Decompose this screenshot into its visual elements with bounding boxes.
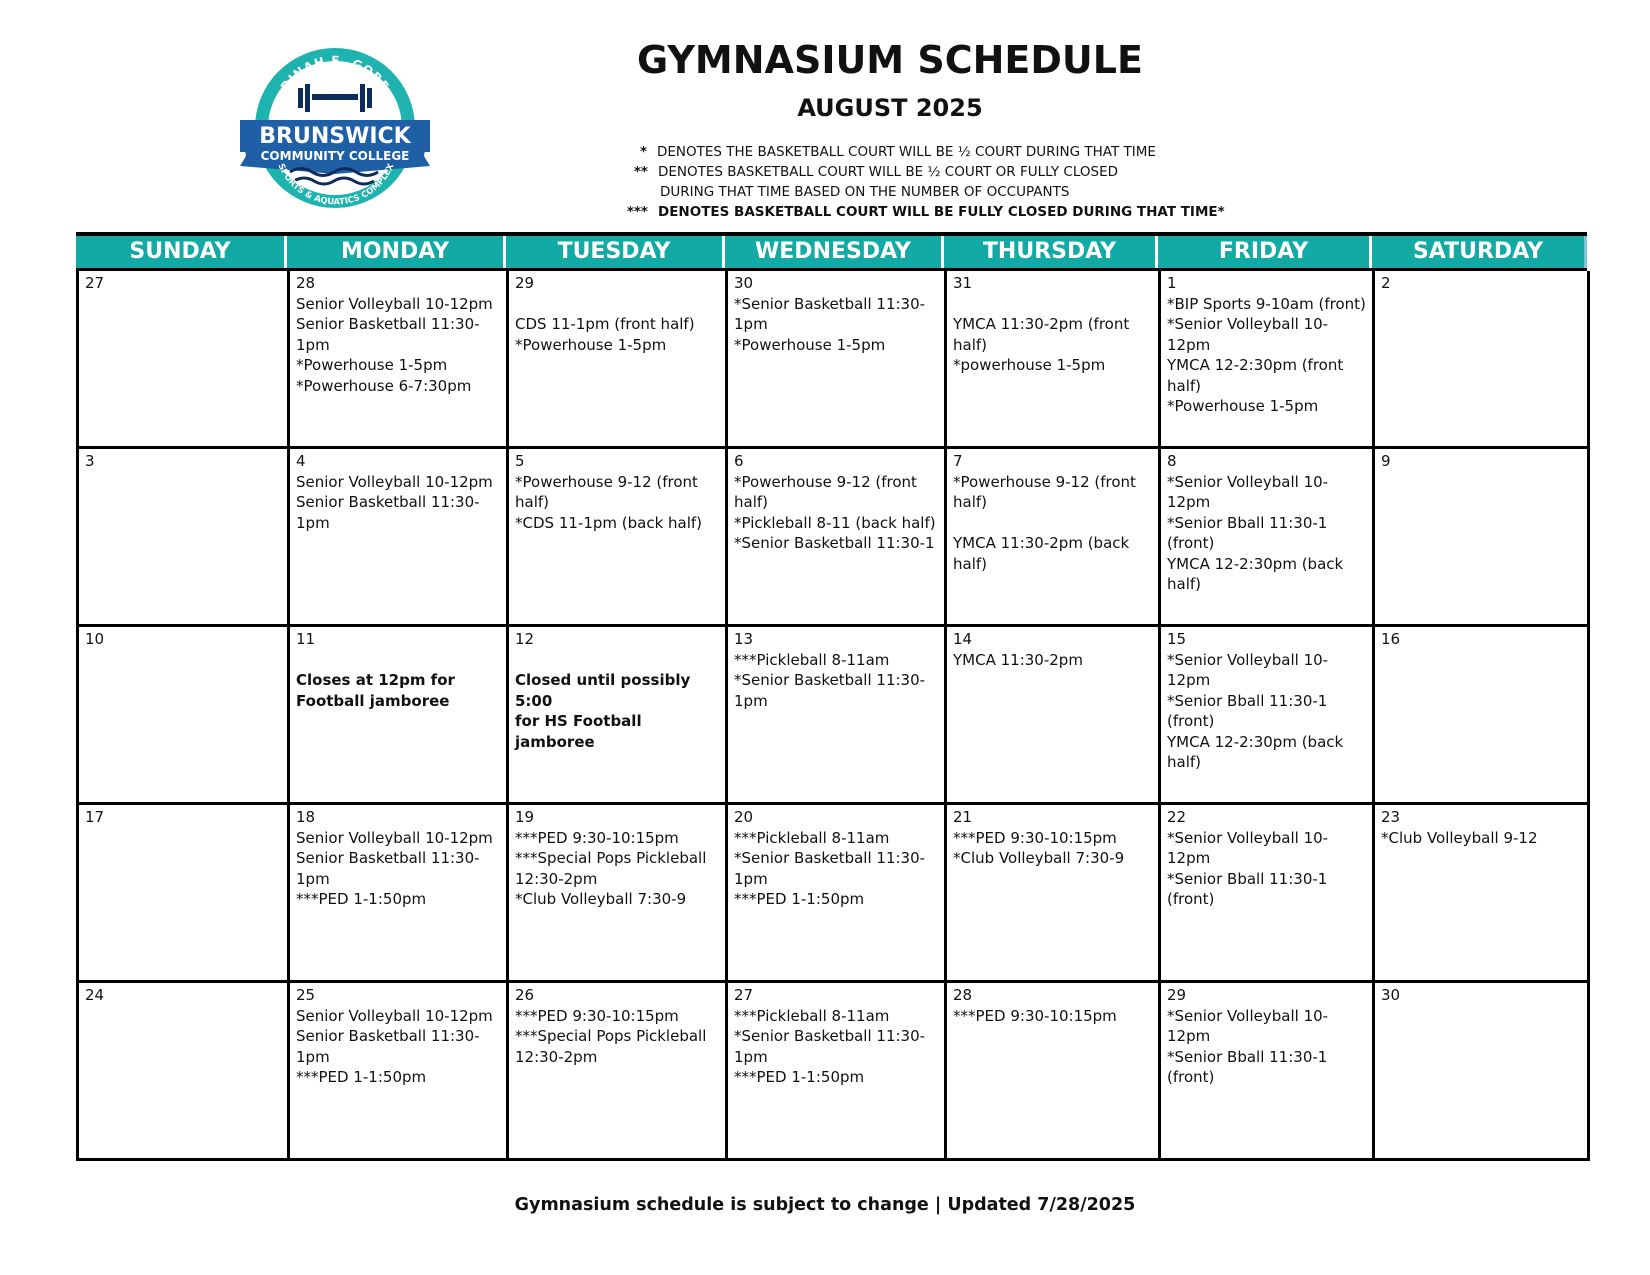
calendar-cell (1375, 627, 1590, 805)
event-line: CDS 11-1pm (front half) (515, 315, 695, 333)
event-line: ***PED 9:30-10:15pm (515, 1006, 679, 1025)
event-line: *BIP Sports 9-10am (front) (1167, 294, 1366, 313)
event-line: *Powerhouse 1-5pm (734, 335, 886, 354)
calendar-cell (79, 983, 290, 1161)
calendar-cell (509, 805, 728, 983)
day-number: 22 (1167, 808, 1187, 826)
event-line: *Club Volleyball 7:30-9 (953, 849, 1125, 867)
day-number: 30 (734, 274, 754, 292)
event-line: Senior Volleyball 10-12pm (296, 1006, 493, 1025)
event-line (953, 513, 1152, 534)
day-number: 21 (953, 808, 973, 826)
event-line: ***PED 9:30-10:15pm (515, 828, 679, 847)
event-line: 12:30-2pm (515, 1047, 598, 1066)
calendar-cell (1161, 627, 1375, 805)
event-line: *Club Volleyball 9-12 (1381, 828, 1538, 847)
day-number: 4 (296, 452, 306, 470)
event-line: ***PED 1-1:50pm (296, 890, 427, 908)
event-line: *Senior Basketball 11:30-1 (734, 534, 935, 552)
event-line: 12:30-2pm (515, 869, 598, 888)
day-number: 6 (734, 452, 744, 470)
day-number: 10 (85, 630, 105, 648)
event-line: for HS Football jamboree (515, 712, 647, 751)
day-number: 26 (515, 986, 535, 1004)
day-number: 27 (734, 986, 754, 1004)
calendar-cell (290, 983, 509, 1161)
calendar-cell (290, 805, 509, 983)
event-line: *Powerhouse 1-5pm (1167, 397, 1319, 415)
event-line: YMCA 11:30-2pm (front half) (953, 315, 1135, 354)
day-number: 30 (1381, 986, 1401, 1004)
day-header-wednesday: WEDNESDAY (725, 236, 944, 268)
day-header-thursday: THURSDAY (944, 236, 1158, 268)
calendar-cell (290, 449, 509, 627)
legend-text: DURING THAT TIME BASED ON THE NUMBER OF OCCUPANTS (660, 184, 1070, 200)
day-number: 12 (515, 630, 535, 648)
event-line: Senior Basketball 11:30-1pm (296, 315, 480, 354)
event-line (515, 650, 719, 671)
page-title: GYMNASIUM SCHEDULE (637, 38, 1143, 82)
event-line: *CDS 11-1pm (back half) (515, 513, 703, 532)
footer-note: Gymnasium schedule is subject to change | Updated 7/28/2025 (514, 1195, 1136, 1215)
event-line: Senior Basketball 11:30-1pm (296, 849, 480, 888)
event-line: ***PED 9:30-10:15pm (953, 828, 1117, 847)
event-line: *Powerhouse 1-5pm (296, 356, 448, 374)
calendar-cell (290, 627, 509, 805)
calendar (76, 232, 1587, 1161)
day-header-monday: MONDAY (287, 236, 506, 268)
event-line: Closed until possibly 5:00 (515, 671, 696, 710)
event-line: ***PED 1-1:50pm (734, 1068, 865, 1086)
day-header-sunday: SUNDAY (76, 236, 287, 268)
calendar-cell (728, 449, 947, 627)
day-of-week-header (76, 236, 1587, 268)
event-line: Football jamboree (296, 691, 450, 710)
day-number: 1 (1167, 274, 1177, 292)
day-number: 2 (1381, 274, 1391, 292)
logo-bottom-text: SPORTS & AQUATICS COMPLEX (275, 162, 397, 208)
calendar-cell (1161, 449, 1375, 627)
legend-mark: *** (626, 204, 648, 220)
event-line: *Powerhouse 9-12 (front half) (515, 472, 703, 511)
day-number: 7 (953, 452, 963, 470)
event-line: ***Pickleball 8-11am (734, 828, 890, 847)
logo-name-line1: BRUNSWICK (259, 124, 411, 149)
event-line: YMCA 11:30-2pm (back half) (953, 534, 1134, 573)
calendar-cell (947, 627, 1161, 805)
calendar-cell (728, 983, 947, 1161)
event-line: Senior Volleyball 10-12pm (296, 828, 493, 847)
calendar-cell (947, 983, 1161, 1161)
day-number: 13 (734, 630, 754, 648)
legend-text: DENOTES BASKETBALL COURT WILL BE FULLY CLOSED DURING THAT TIME* (658, 204, 1225, 220)
event-line: *Club Volleyball 7:30-9 (515, 890, 687, 908)
event-line: YMCA 12-2:30pm (back half) (1167, 554, 1348, 593)
calendar-cell (79, 271, 290, 449)
calendar-cell (728, 627, 947, 805)
calendar-cell (79, 627, 290, 805)
day-number: 29 (515, 274, 535, 292)
day-number: 23 (1381, 808, 1401, 826)
day-number: 27 (85, 274, 105, 292)
event-line: *Senior Basketball 11:30-1pm (734, 849, 926, 888)
event-line (953, 294, 1152, 315)
event-line: ***PED 9:30-10:15pm (953, 1006, 1117, 1025)
calendar-cell (1161, 983, 1375, 1161)
event-line: *Senior Volleyball 10-12pm (1167, 828, 1329, 867)
day-number: 3 (85, 452, 95, 470)
calendar-cell (947, 271, 1161, 449)
day-number: 15 (1167, 630, 1187, 648)
event-line: *Powerhouse 1-5pm (515, 335, 667, 354)
event-line: *Pickleball 8-11 (back half) (734, 513, 936, 532)
day-number: 25 (296, 986, 316, 1004)
legend-mark: ** (633, 164, 648, 180)
logo-top-text: DINAH E. GORE (277, 53, 393, 94)
calendar-grid (76, 268, 1587, 1161)
day-number: 17 (85, 808, 105, 826)
event-line: ***PED 1-1:50pm (296, 1068, 427, 1086)
event-line: *powerhouse 1-5pm (953, 356, 1106, 374)
event-line: *Senior Basketball 11:30-1pm (734, 671, 926, 710)
day-header-saturday: SATURDAY (1372, 236, 1587, 268)
college-logo (238, 40, 432, 210)
event-line: *Powerhouse 9-12 (front half) (734, 472, 922, 511)
event-line (515, 294, 719, 315)
day-number: 11 (296, 630, 316, 648)
calendar-cell (1375, 805, 1590, 983)
legend-item (637, 142, 1156, 162)
event-line: *Senior Bball 11:30-1 (front) (1167, 513, 1333, 552)
event-line: ***Special Pops Pickleball (515, 1027, 707, 1045)
event-line: YMCA 12-2:30pm (back half) (1167, 732, 1348, 771)
day-number: 31 (953, 274, 973, 292)
event-line: *Senior Volleyball 10-12pm (1167, 472, 1329, 511)
event-line: Senior Basketball 11:30-1pm (296, 1027, 480, 1066)
event-line: *Senior Basketball 11:30-1pm (734, 294, 926, 333)
event-line: *Senior Bball 11:30-1 (front) (1167, 691, 1333, 730)
day-number: 29 (1167, 986, 1187, 1004)
event-line: Closes at 12pm for (296, 671, 455, 689)
event-line: ***PED 1-1:50pm (734, 890, 865, 908)
event-line: *Senior Bball 11:30-1 (front) (1167, 1047, 1333, 1086)
event-line: half) (953, 493, 987, 511)
event-line: ***Special Pops Pickleball (515, 849, 707, 867)
event-line: *Senior Bball 11:30-1 (front) (1167, 869, 1333, 908)
calendar-cell (79, 805, 290, 983)
calendar-cell (1375, 449, 1590, 627)
day-number: 5 (515, 452, 525, 470)
calendar-cell (79, 449, 290, 627)
day-header-tuesday: TUESDAY (506, 236, 725, 268)
day-number: 24 (85, 986, 105, 1004)
calendar-cell (509, 449, 728, 627)
calendar-cell (728, 805, 947, 983)
event-line: *Senior Volleyball 10-12pm (1167, 650, 1329, 689)
calendar-cell (1161, 271, 1375, 449)
event-line: *Senior Volleyball 10-12pm (1167, 1006, 1329, 1045)
event-line: Senior Basketball 11:30-1pm (296, 493, 480, 532)
calendar-cell (1375, 983, 1590, 1161)
calendar-cell (728, 271, 947, 449)
calendar-cell (509, 271, 728, 449)
day-number: 16 (1381, 630, 1401, 648)
event-line: YMCA 12-2:30pm (front half) (1167, 356, 1349, 395)
legend-text: DENOTES THE BASKETBALL COURT WILL BE ½ COURT DURING THAT TIME (657, 144, 1156, 160)
day-number: 18 (296, 808, 316, 826)
event-line: *Senior Volleyball 10-12pm (1167, 315, 1329, 354)
event-line: Senior Volleyball 10-12pm (296, 294, 493, 313)
calendar-cell (290, 271, 509, 449)
calendar-cell (1375, 271, 1590, 449)
calendar-cell (509, 627, 728, 805)
event-line: *Powerhouse 6-7:30pm (296, 376, 472, 395)
day-header-friday: FRIDAY (1158, 236, 1372, 268)
calendar-cell (509, 983, 728, 1161)
calendar-cell (947, 449, 1161, 627)
legend-text: DENOTES BASKETBALL COURT WILL BE ½ COURT OR FULLY CLOSED (658, 164, 1118, 180)
legend-item (660, 182, 1069, 202)
day-number: 9 (1381, 452, 1391, 470)
day-number: 28 (953, 986, 973, 1004)
day-number: 14 (953, 630, 973, 648)
day-number: 28 (296, 274, 316, 292)
event-line: *Powerhouse 9-12 (front (953, 472, 1136, 491)
event-line: ***Pickleball 8-11am (734, 650, 890, 669)
event-line (296, 650, 500, 671)
day-number: 20 (734, 808, 754, 826)
event-line: ***Pickleball 8-11am (734, 1006, 890, 1025)
legend-item (622, 202, 1225, 222)
event-line: *Senior Basketball 11:30-1pm (734, 1027, 926, 1066)
day-number: 19 (515, 808, 535, 826)
event-line: YMCA 11:30-2pm (953, 650, 1083, 669)
calendar-cell (947, 805, 1161, 983)
logo-name-line2: COMMUNITY COLLEGE (260, 149, 410, 163)
legend-mark: * (639, 144, 647, 160)
calendar-cell (1161, 805, 1375, 983)
event-line: Senior Volleyball 10-12pm (296, 472, 493, 491)
day-number: 8 (1167, 452, 1177, 470)
page-subtitle: AUGUST 2025 (797, 94, 983, 122)
legend-item (628, 162, 1118, 182)
